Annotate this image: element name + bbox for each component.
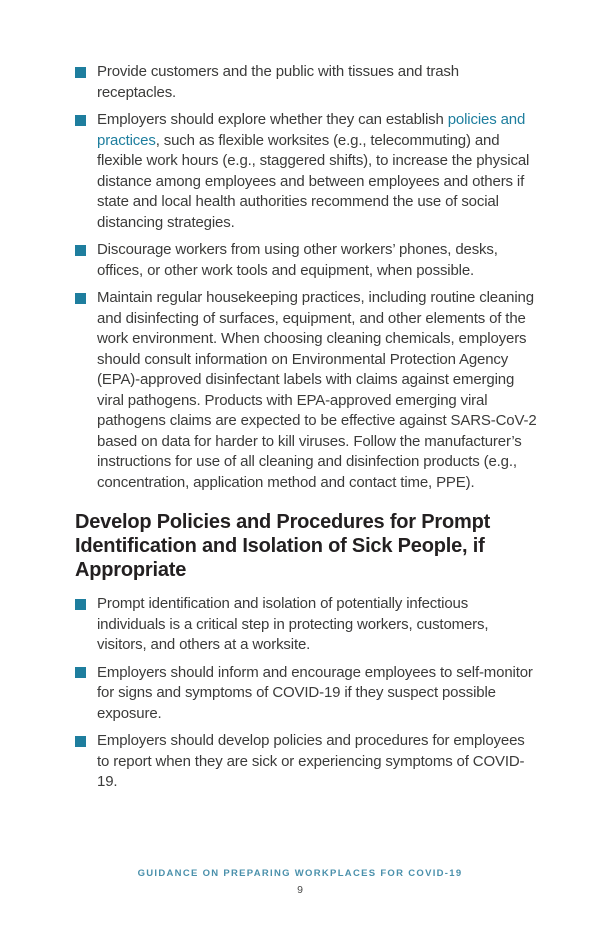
bullet-square-icon: [75, 115, 86, 126]
bullet-list-sick-people-policies: [75, 594, 537, 793]
section-heading: Develop Policies and Procedures for Prompt Identification and Isolation of Sick People, if Appropriate: [75, 511, 491, 581]
footer-running-title: GUIDANCE ON PREPARING WORKPLACES FOR COVID-19: [137, 868, 463, 879]
bullet-text: Maintain regular housekeeping practices, including routine cleaning and disinfecting of surfaces, equipment, and other elements of the work environment. When choosing cleaning chemicals, employers should consult information on Environmental Protection Agency (EPA)-approved disinfectant labels with claims against emerging viral pathogens. Products with EPA-approved emerging viral pathogens claims are expected to be effective against SARS-CoV-2 based on data for harder to kill viruses. Follow the manufacturer’s instructions for use of all cleaning and disinfection products (e.g., concentration, application method and contact time, PPE).: [97, 289, 537, 491]
bullet-item: [75, 110, 537, 233]
bullet-item: [75, 240, 537, 281]
bullet-item: [75, 594, 537, 656]
bullet-item: [75, 288, 537, 493]
policies-and-practices-link[interactable]: policies and practices: [97, 111, 526, 149]
bullet-text: Provide customers and the public with tissues and trash receptacles.: [97, 63, 459, 101]
bullet-text: Employers should inform and encourage employees to self-monitor for signs and symptoms of COVID-19 if they suspect possible exposure.: [97, 663, 533, 722]
bullet-text: Prompt identification and isolation of potentially infectious individuals is a critical step in protecting workers, customers, visitors, and others at a worksite.: [97, 595, 489, 653]
page-content: [75, 62, 537, 800]
bullet-list-workplace-practices: [75, 62, 537, 493]
bullet-item: [75, 62, 537, 103]
page-footer: [0, 868, 600, 896]
bullet-square-icon: [75, 599, 86, 610]
page-number: 9: [297, 884, 303, 896]
bullet-square-icon: [75, 293, 86, 304]
bullet-item: [75, 731, 537, 793]
bullet-text: Employers should develop policies and procedures for employees to report when they are sick or experiencing symptoms of COVID-19.: [97, 732, 525, 790]
bullet-text: Discourage workers from using other workers’ phones, desks, offices, or other work tools and equipment, when possible.: [97, 241, 498, 279]
bullet-item: [75, 663, 537, 725]
bullet-square-icon: [75, 245, 86, 256]
bullet-square-icon: [75, 736, 86, 747]
bullet-square-icon: [75, 667, 86, 678]
bullet-text: Employers should explore whether they can establish policies and practices, such as flexible worksites (e.g., telecommuting) and flexible work hours (e.g., staggered shifts), to increase the physical distance among employees and between employees and others if state and local health authorities recommend the use of social distancing strategies.: [97, 111, 530, 231]
bullet-square-icon: [75, 67, 86, 78]
